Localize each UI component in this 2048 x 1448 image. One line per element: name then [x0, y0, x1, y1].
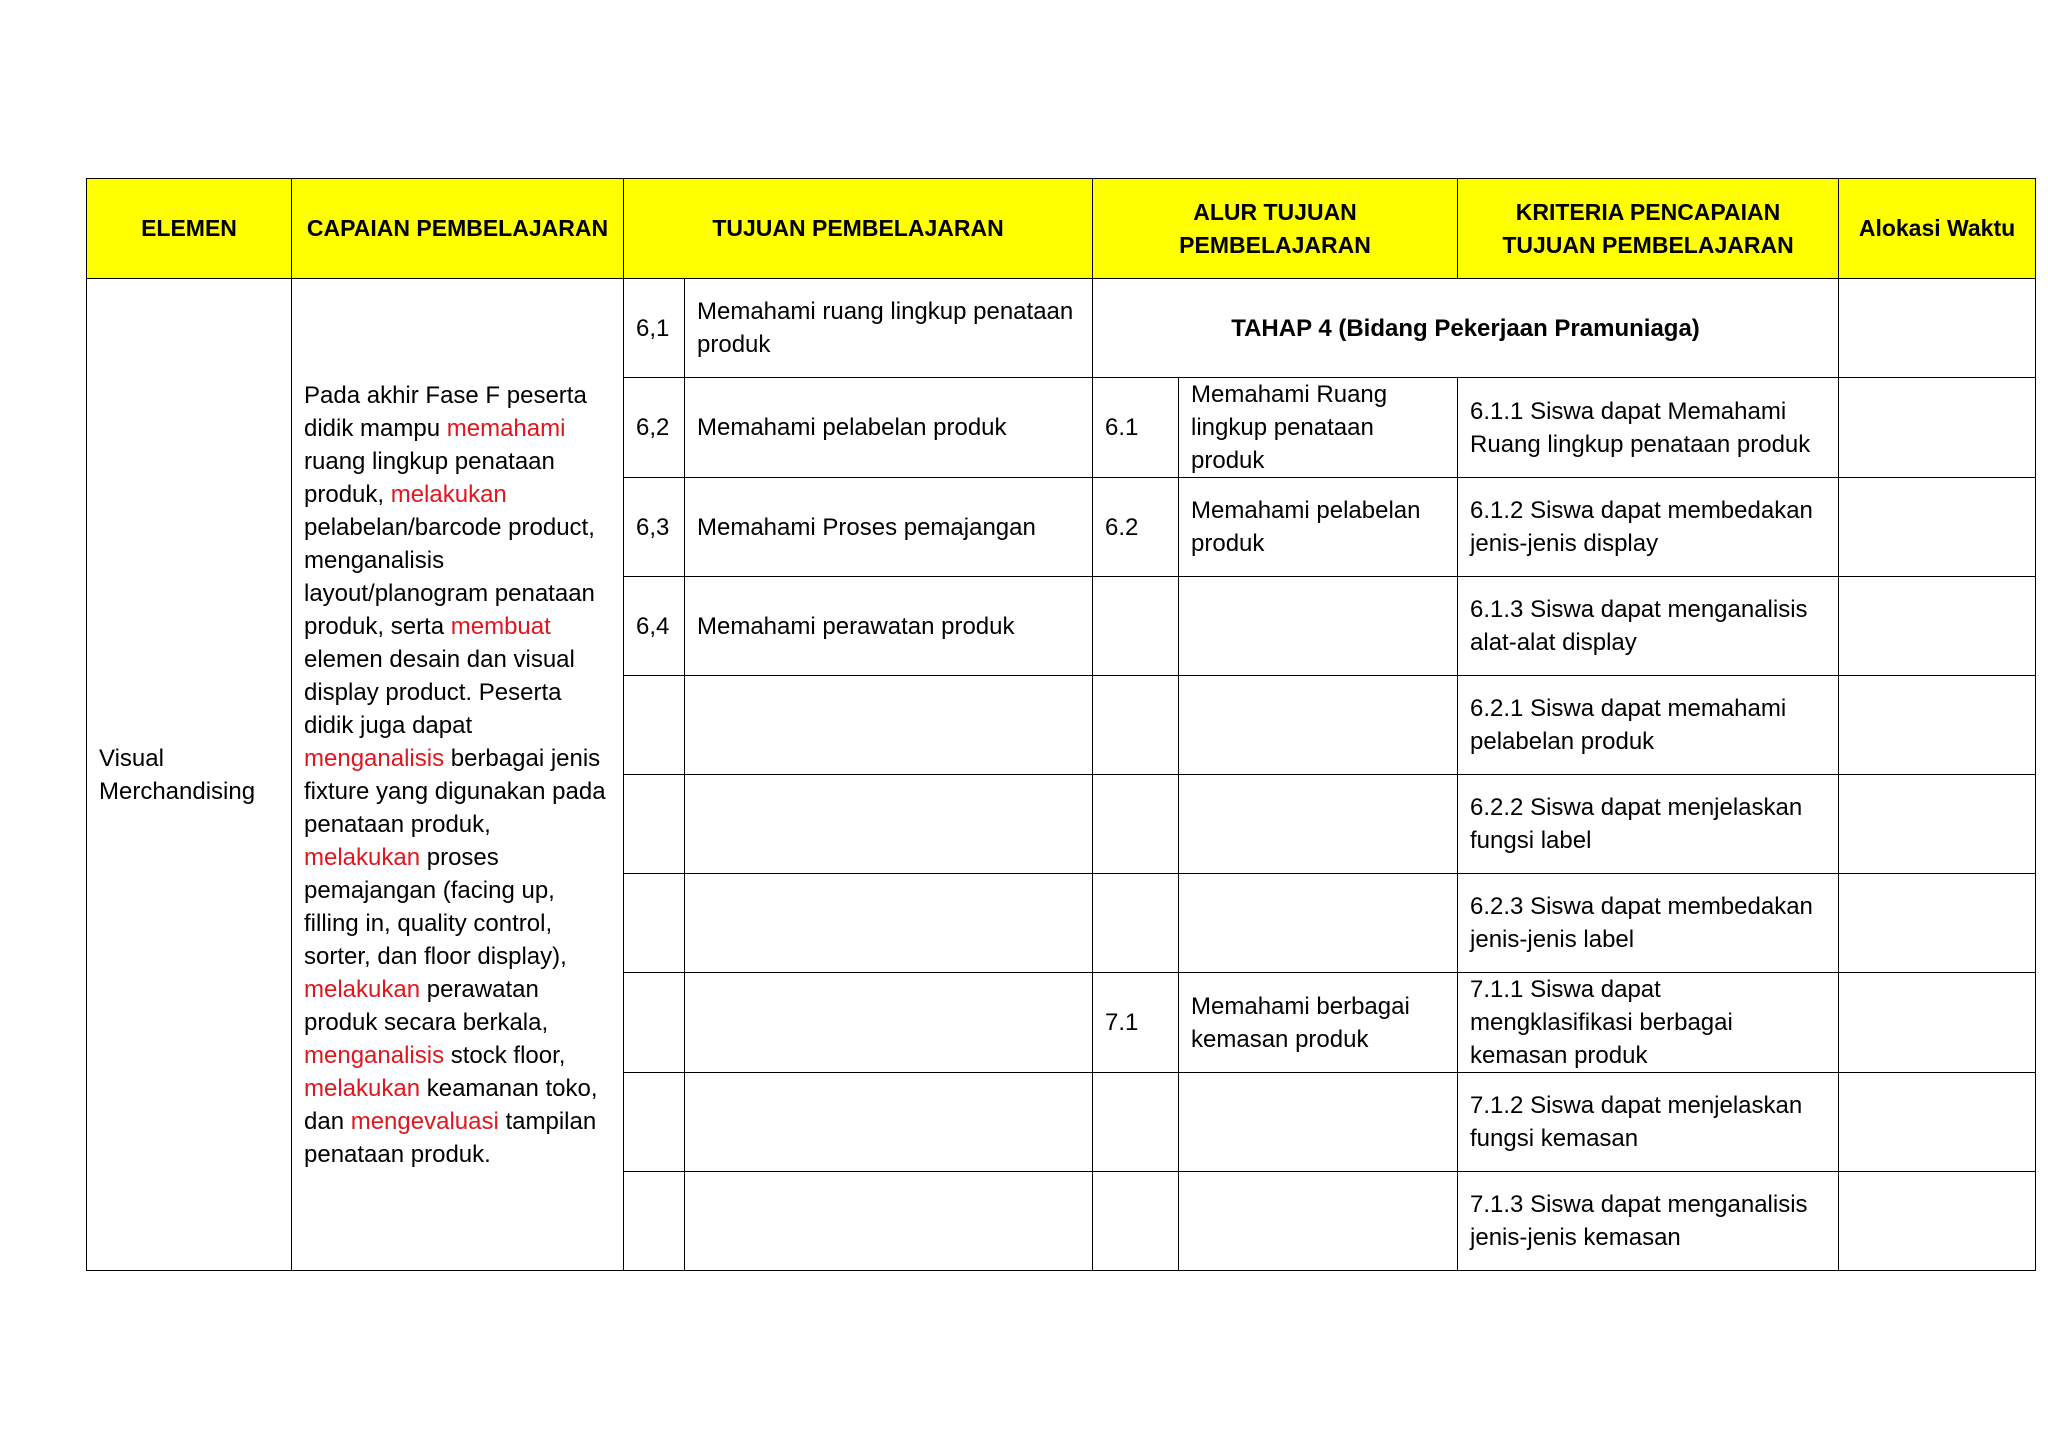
- atp-number: [1093, 577, 1179, 676]
- tp-number: [624, 874, 685, 973]
- header-tujuan: TUJUAN PEMBELAJARAN: [624, 179, 1093, 279]
- capaian-keyword: membuat: [450, 612, 551, 640]
- atp-text: [1179, 1073, 1458, 1172]
- kriteria-text: 6.2.3 Siswa dapat membedakan jenis-jenis label: [1458, 874, 1839, 973]
- alokasi-cell: [1839, 775, 2036, 874]
- header-kriteria: KRITERIA PENCAPAIAN TUJUAN PEMBELAJARAN: [1458, 179, 1839, 279]
- tp-text: [685, 874, 1093, 973]
- tp-number: [624, 1073, 685, 1172]
- alokasi-cell: [1839, 874, 2036, 973]
- tp-text: Memahami perawatan produk: [685, 577, 1093, 676]
- atp-text: Memahami berbagai kemasan produk: [1179, 973, 1458, 1073]
- tahap-label: TAHAP 4 (Bidang Pekerjaan Pramuniaga): [1093, 279, 1839, 378]
- tp-text: Memahami Proses pemajangan: [685, 478, 1093, 577]
- table-row: [87, 279, 2036, 378]
- alokasi-cell: [1839, 577, 2036, 676]
- tp-text: Memahami pelabelan produk: [685, 378, 1093, 478]
- capaian-text: perawatan produk secara berkala,: [304, 975, 549, 1036]
- header-capaian: CAPAIAN PEMBELAJARAN: [292, 179, 624, 279]
- table-body: [87, 279, 2036, 1271]
- atp-number: 7.1: [1093, 973, 1179, 1073]
- kriteria-text: 6.1.3 Siswa dapat menganalisis alat-alat display: [1458, 577, 1839, 676]
- capaian-text: keamanan toko, dan: [304, 1074, 598, 1135]
- table-header: [87, 179, 2036, 279]
- alokasi-cell: [1839, 1073, 2036, 1172]
- capaian-keyword: melakukan: [304, 1074, 421, 1102]
- tp-text: [685, 775, 1093, 874]
- tp-text: [685, 1172, 1093, 1271]
- capaian-text: Pada akhir Fase F peserta didik mampu: [304, 381, 587, 442]
- atp-number: [1093, 874, 1179, 973]
- atp-number: [1093, 1073, 1179, 1172]
- capaian-text: tampilan penataan produk.: [304, 1107, 597, 1168]
- atp-text: [1179, 874, 1458, 973]
- tp-text: Memahami ruang lingkup penataan produk: [685, 279, 1093, 378]
- header-alur: ALUR TUJUAN PEMBELAJARAN: [1093, 179, 1458, 279]
- atp-text: [1179, 676, 1458, 775]
- tp-number: [624, 973, 685, 1073]
- tp-number: 6,3: [624, 478, 685, 577]
- capaian-keyword: melakukan: [304, 843, 421, 871]
- atp-text: Memahami Ruang lingkup penataan produk: [1179, 378, 1458, 478]
- alokasi-cell: [1839, 973, 2036, 1073]
- capaian-keyword: melakukan: [390, 480, 507, 508]
- atp-number: [1093, 1172, 1179, 1271]
- atp-text: [1179, 577, 1458, 676]
- capaian-keyword: menganalisis: [304, 744, 445, 772]
- curriculum-table: [86, 178, 2036, 1271]
- kriteria-text: 7.1.1 Siswa dapat mengklasifikasi berbagai kemasan produk: [1458, 973, 1839, 1073]
- alokasi-cell: [1839, 378, 2036, 478]
- capaian-text: proses pemajangan (facing up, filling in, quality control, sorter, dan floor display),: [304, 843, 567, 970]
- tp-number: [624, 676, 685, 775]
- kriteria-text: 6.2.2 Siswa dapat menjelaskan fungsi label: [1458, 775, 1839, 874]
- alokasi-cell: [1839, 478, 2036, 577]
- capaian-text: elemen desain dan visual display product. Peserta didik juga dapat: [304, 645, 575, 739]
- atp-text: [1179, 1172, 1458, 1271]
- capaian-text: pelabelan/barcode product, menganalisis layout/planogram penataan produk, serta: [304, 513, 595, 640]
- tp-text: [685, 1073, 1093, 1172]
- capaian-keyword: menganalisis: [304, 1041, 445, 1069]
- capaian-text: stock floor,: [444, 1041, 566, 1069]
- tp-number: 6,4: [624, 577, 685, 676]
- header-alokasi: Alokasi Waktu: [1839, 179, 2036, 279]
- capaian-text: ruang lingkup penataan produk,: [304, 447, 555, 508]
- kriteria-text: 6.1.1 Siswa dapat Memahami Ruang lingkup penataan produk: [1458, 378, 1839, 478]
- kriteria-text: 6.2.1 Siswa dapat memahami pelabelan produk: [1458, 676, 1839, 775]
- capaian-keyword: melakukan: [304, 975, 421, 1003]
- alokasi-cell: [1839, 279, 2036, 378]
- alokasi-cell: [1839, 676, 2036, 775]
- atp-text: [1179, 775, 1458, 874]
- atp-number: 6.2: [1093, 478, 1179, 577]
- atp-number: 6.1: [1093, 378, 1179, 478]
- kriteria-text: 7.1.2 Siswa dapat menjelaskan fungsi kemasan: [1458, 1073, 1839, 1172]
- kriteria-text: 7.1.3 Siswa dapat menganalisis jenis-jenis kemasan: [1458, 1172, 1839, 1271]
- elemen-cell: Visual Merchandising: [87, 279, 292, 1271]
- tp-number: [624, 775, 685, 874]
- tp-text: [685, 676, 1093, 775]
- tp-text: [685, 973, 1093, 1073]
- capaian-keyword: memahami: [446, 414, 566, 442]
- capaian-keyword: mengevaluasi: [350, 1107, 499, 1135]
- tp-number: 6,1: [624, 279, 685, 378]
- atp-number: [1093, 676, 1179, 775]
- tp-number: 6,2: [624, 378, 685, 478]
- header-elemen: ELEMEN: [87, 179, 292, 279]
- kriteria-text: 6.1.2 Siswa dapat membedakan jenis-jenis display: [1458, 478, 1839, 577]
- atp-text: Memahami pelabelan produk: [1179, 478, 1458, 577]
- tp-number: [624, 1172, 685, 1271]
- capaian-text: berbagai jenis fixture yang digunakan pada penataan produk,: [304, 744, 606, 838]
- alokasi-cell: [1839, 1172, 2036, 1271]
- atp-number: [1093, 775, 1179, 874]
- capaian-cell: [292, 279, 624, 1271]
